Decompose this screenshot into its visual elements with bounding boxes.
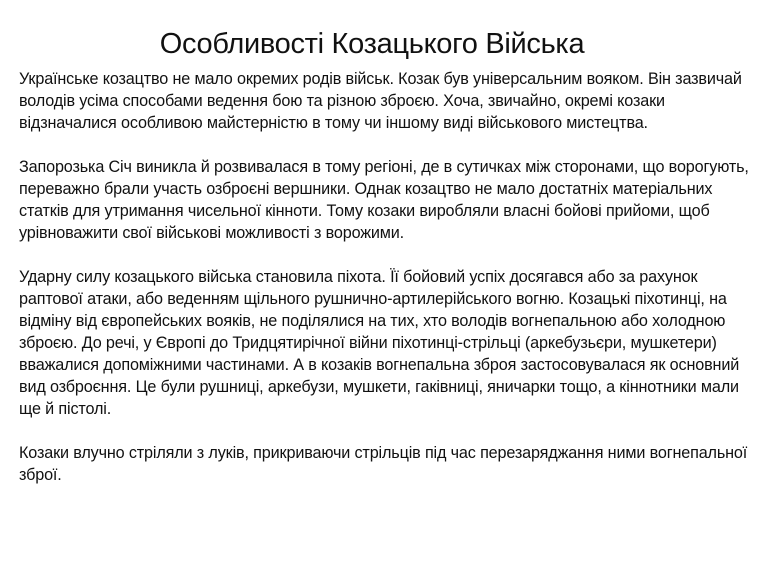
paragraph-1: Українське козацтво не мало окремих родів військ. Козак був універсальним вояком. Він зазвичай володів усіма способами ведення бою та різною зброєю. Хоча, звичайно, окремі козаки відзначалися особливою майстерністю в тому чи іншому виді військового мистецтва. [19, 70, 742, 132]
paragraph-4: Козаки влучно стріляли з луків, прикриваючи стрільців під час перезаряджання ними вогнепальної зброї. [19, 444, 748, 484]
paragraph-2: Запорозька Січ виникла й розвивалася в тому регіоні, де в сутичках між сторонами, що ворогують, переважно брали участь озброєні вершники. Однак козацтво не мало достатніх матеріальних статків для утримання чисельної кінноти. Тому козаки виробляли власні бойові прийоми, щоб урівноважити свої військові можливості з ворожими. [19, 158, 749, 242]
paragraph-3: Ударну силу козацького війська становила піхота. Її бойовий успіх досягався або за рахунок раптової атаки, або веденням щільного рушнично-артилерійського вогню. Козацькі піхотинці, на відміну від європейських вояків, не поділялися на тих, хто володів вогнепальною або холодною зброєю. До речі, у Європі до Тридцятирічної війни піхотинці-стрільці (аркебузьєри, мушкетери) вважалися допоміжними частинами. А в козаків вогнепальна зброя застосовувалася як основний вид озброєння. Це були рушниці, аркебузи, мушкети, гаківниці, яничарки тощо, а кіннотники мали ще й пістолі. [19, 268, 740, 418]
slide-body [19, 68, 754, 508]
slide-title: Особливості Козацького Війська [159, 28, 585, 60]
